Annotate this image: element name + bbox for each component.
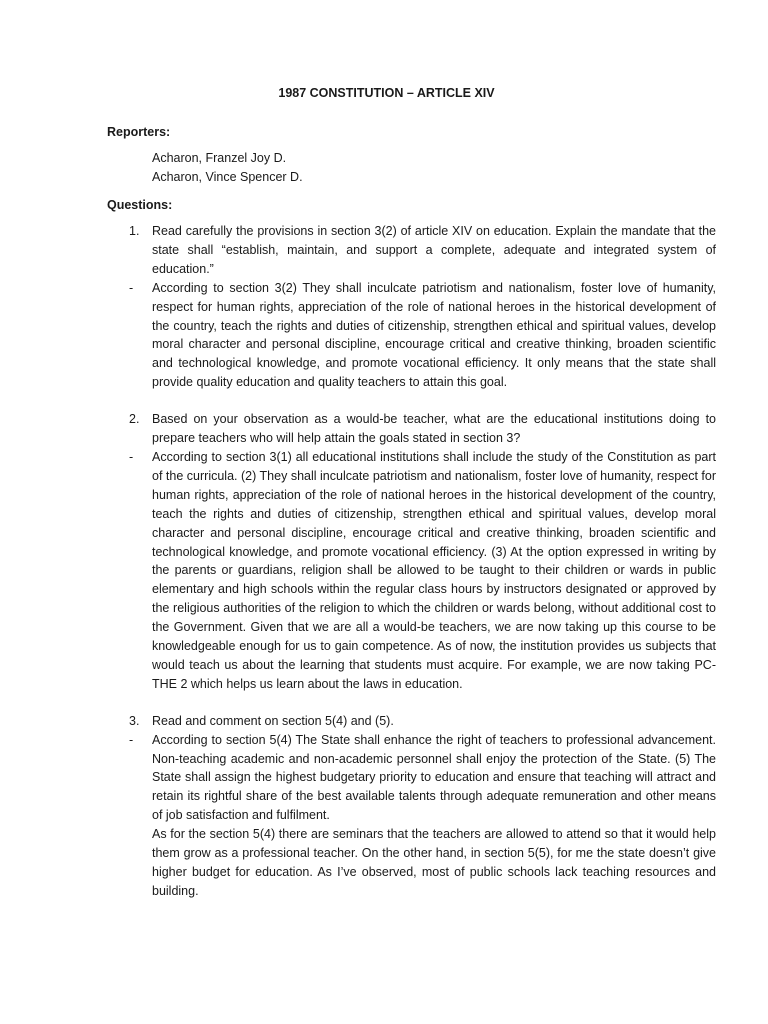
answer-item [107, 731, 716, 901]
question-item [107, 712, 716, 731]
answer-text: According to section 5(4) The State shall enhance the right of teachers to professional advancement. Non-teaching academic and non-academic personnel shall enjoy the protection of the State. (5) The State shall assign the highest budgetary priority to education and ensure that teaching will attract and retain its rightful share of the best available talents through adequate remuneration and other means of job satisfaction and fulfilment. [152, 732, 716, 823]
question-number: 1. [129, 224, 140, 238]
reporter-name: Acharon, Vince Spencer D. [152, 169, 303, 184]
question-text: Read carefully the provisions in section 3(2) of article XIV on education. Explain the mandate that the state shall “establish, maintain, and support a complete, adequate and integrated system of education.” [152, 224, 716, 276]
answer-body [152, 731, 716, 901]
question-text: Based on your observation as a would-be teacher, what are the educational institutions doing to prepare teachers who will help attain the goals stated in section 3? [152, 412, 716, 446]
answer-item [107, 279, 716, 392]
reporter-name: Acharon, Franzel Joy D. [152, 151, 287, 165]
answer-item [107, 448, 716, 694]
question-number: 2. [129, 412, 140, 427]
answer-marker: - [129, 732, 134, 747]
answer-text: According to section 3(1) all educational institutions shall include the study of the Constitution as part of the curricula. (2) They shall inculcate patriotism and nationalism, foster love of humanity, respect for human rights, appreciation of the role of national heroes in the historical development of the country, teach the rights and duties of citizenship, strengthen ethical and spiritual values, develop moral character and personal discipline, encourage critical and creative thinking, broaden scientific and technological knowledge, and promote vocational efficiency. (3) At the option expressed in writing by the parents or guardians, religion shall be allowed to be taught to their children or wards in public elementary and high schools within the regular class hours by instructors designated or approved by the religious authorities of the religion to which the children or wards belong, without additional cost to the Government. Given that we are all a would-be teachers, we are now taking up this course to be knowledgeable enough for us to gain competence. As of now, the institution provides us subjects that would teach us about the learning that students must acquire. For example, we are now taking PC-THE 2 which helps us learn about the laws in education. [152, 449, 716, 691]
question-number: 3. [129, 713, 140, 728]
answer-text: As for the section 5(4) there are seminars that the teachers are allowed to attend so that it would help them grow as a professional teacher. On the other hand, in section 5(5), for me the state doesn’t give higher budget for education. As I’ve observed, most of public schools lack teaching resources and building. [152, 827, 716, 898]
reporters-label: Reporters: [107, 125, 171, 139]
question-text: Read and comment on section 5(4) and (5). [152, 713, 394, 728]
document-title: 1987 CONSTITUTION – ARTICLE XIV [278, 86, 495, 100]
answer-text: According to section 3(2) They shall inculcate patriotism and nationalism, foster love of humanity, respect for human rights, appreciation of the role of national heroes in the historical development of the country, teach the rights and duties of citizenship, strengthen ethical and spiritual values, develop moral character and personal discipline, encourage critical and creative thinking, broaden scientific and technological knowledge, and promote vocational efficiency. It only means that the state shall provide quality education and quality teachers to attain this goal. [152, 280, 716, 390]
answer-marker: - [129, 449, 134, 464]
answer-marker: - [129, 280, 134, 295]
question-item [107, 410, 716, 448]
reporters-list [152, 149, 716, 186]
question-item [107, 222, 716, 279]
questions-label: Questions: [107, 198, 173, 212]
